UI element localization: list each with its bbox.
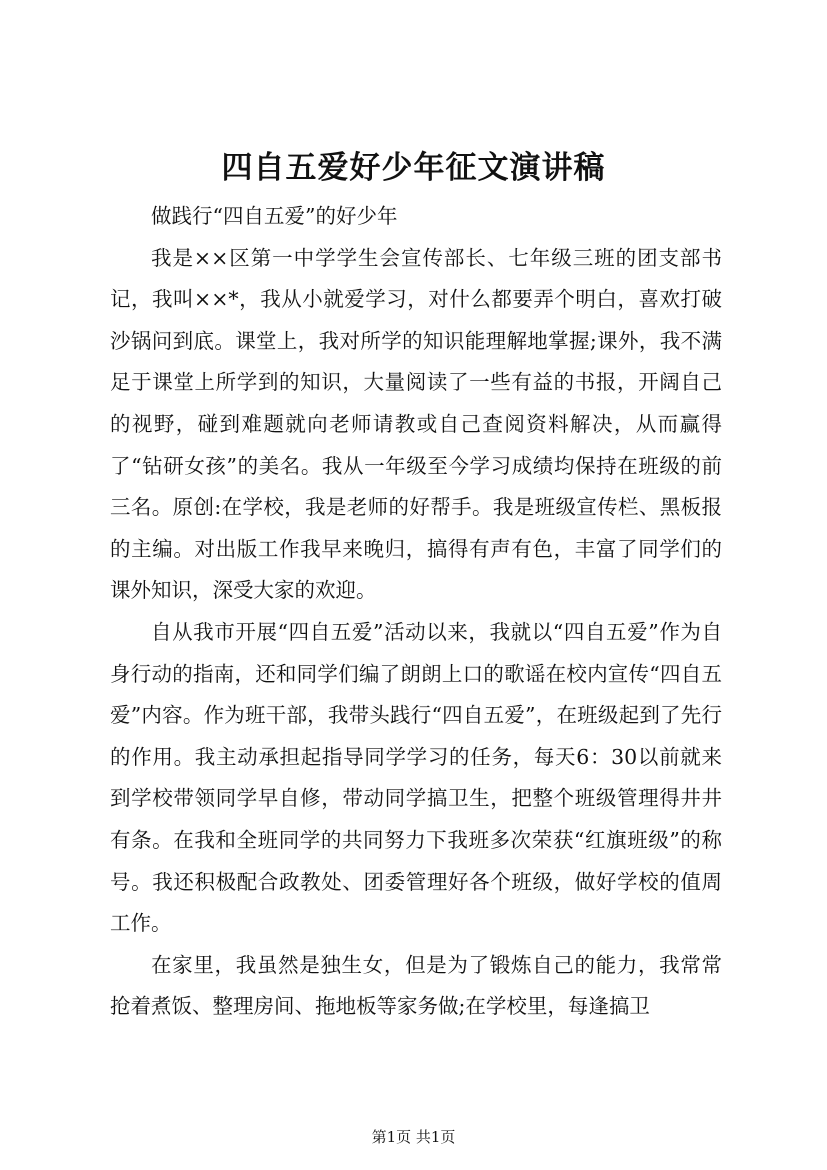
document-body — [110, 196, 722, 1028]
document-subtitle: 做践行“四自五爱”的好少年 — [151, 204, 398, 228]
paragraph-3: 在家里，我虽然是独生女，但是为了锻炼自己的能力，我常常抢着煮饭、整理房间、拖地板等家务做;在学校里，每逢搞卫 — [110, 952, 722, 1019]
paragraph-1: 我是××区第一中学学生会宣传部长、七年级三班的团支部书记，我叫××*，我从小就爱学习，对什么都要弄个明白，喜欢打破沙锅问到底。课堂上，我对所学的知识能理解地掌握;课外，我不满足于课堂上所学到的知识，大量阅读了一些有益的书报，开阔自己的视野，碰到难题就向老师请教或自己查阅资料解决，从而赢得了“钻研女孩”的美名。我从一年级至今学习成绩均保持在班级的前三名。原创:在学校，我是老师的好帮手。我是班级宣传栏、黑板报的主编。对出版工作我早来晚归，搞得有声有色，丰富了同学们的课外知识，深受大家的欢迎。 — [110, 245, 722, 603]
page-footer: 第1页 共1页 — [371, 1128, 456, 1146]
paragraph-2: 自从我市开展“四自五爱”活动以来，我就以“四自五爱”作为自身行动的指南，还和同学们编了朗朗上口的歌谣在校内宣传“四自五爱”内容。作为班干部，我带头践行“四自五爱”，在班级起到了先行的作用。我主动承担起指导同学学习的任务，每天6：30以前就来到学校带领同学早自修，带动同学搞卫生，把整个班级管理得井井有条。在我和全班同学的共同努力下我班多次荣获“红旗班级”的称号。我还积极配合政教处、团委管理好各个班级，做好学校的值周工作。 — [110, 619, 722, 936]
document-title: 四自五爱好少年征文演讲稿 — [221, 150, 606, 186]
